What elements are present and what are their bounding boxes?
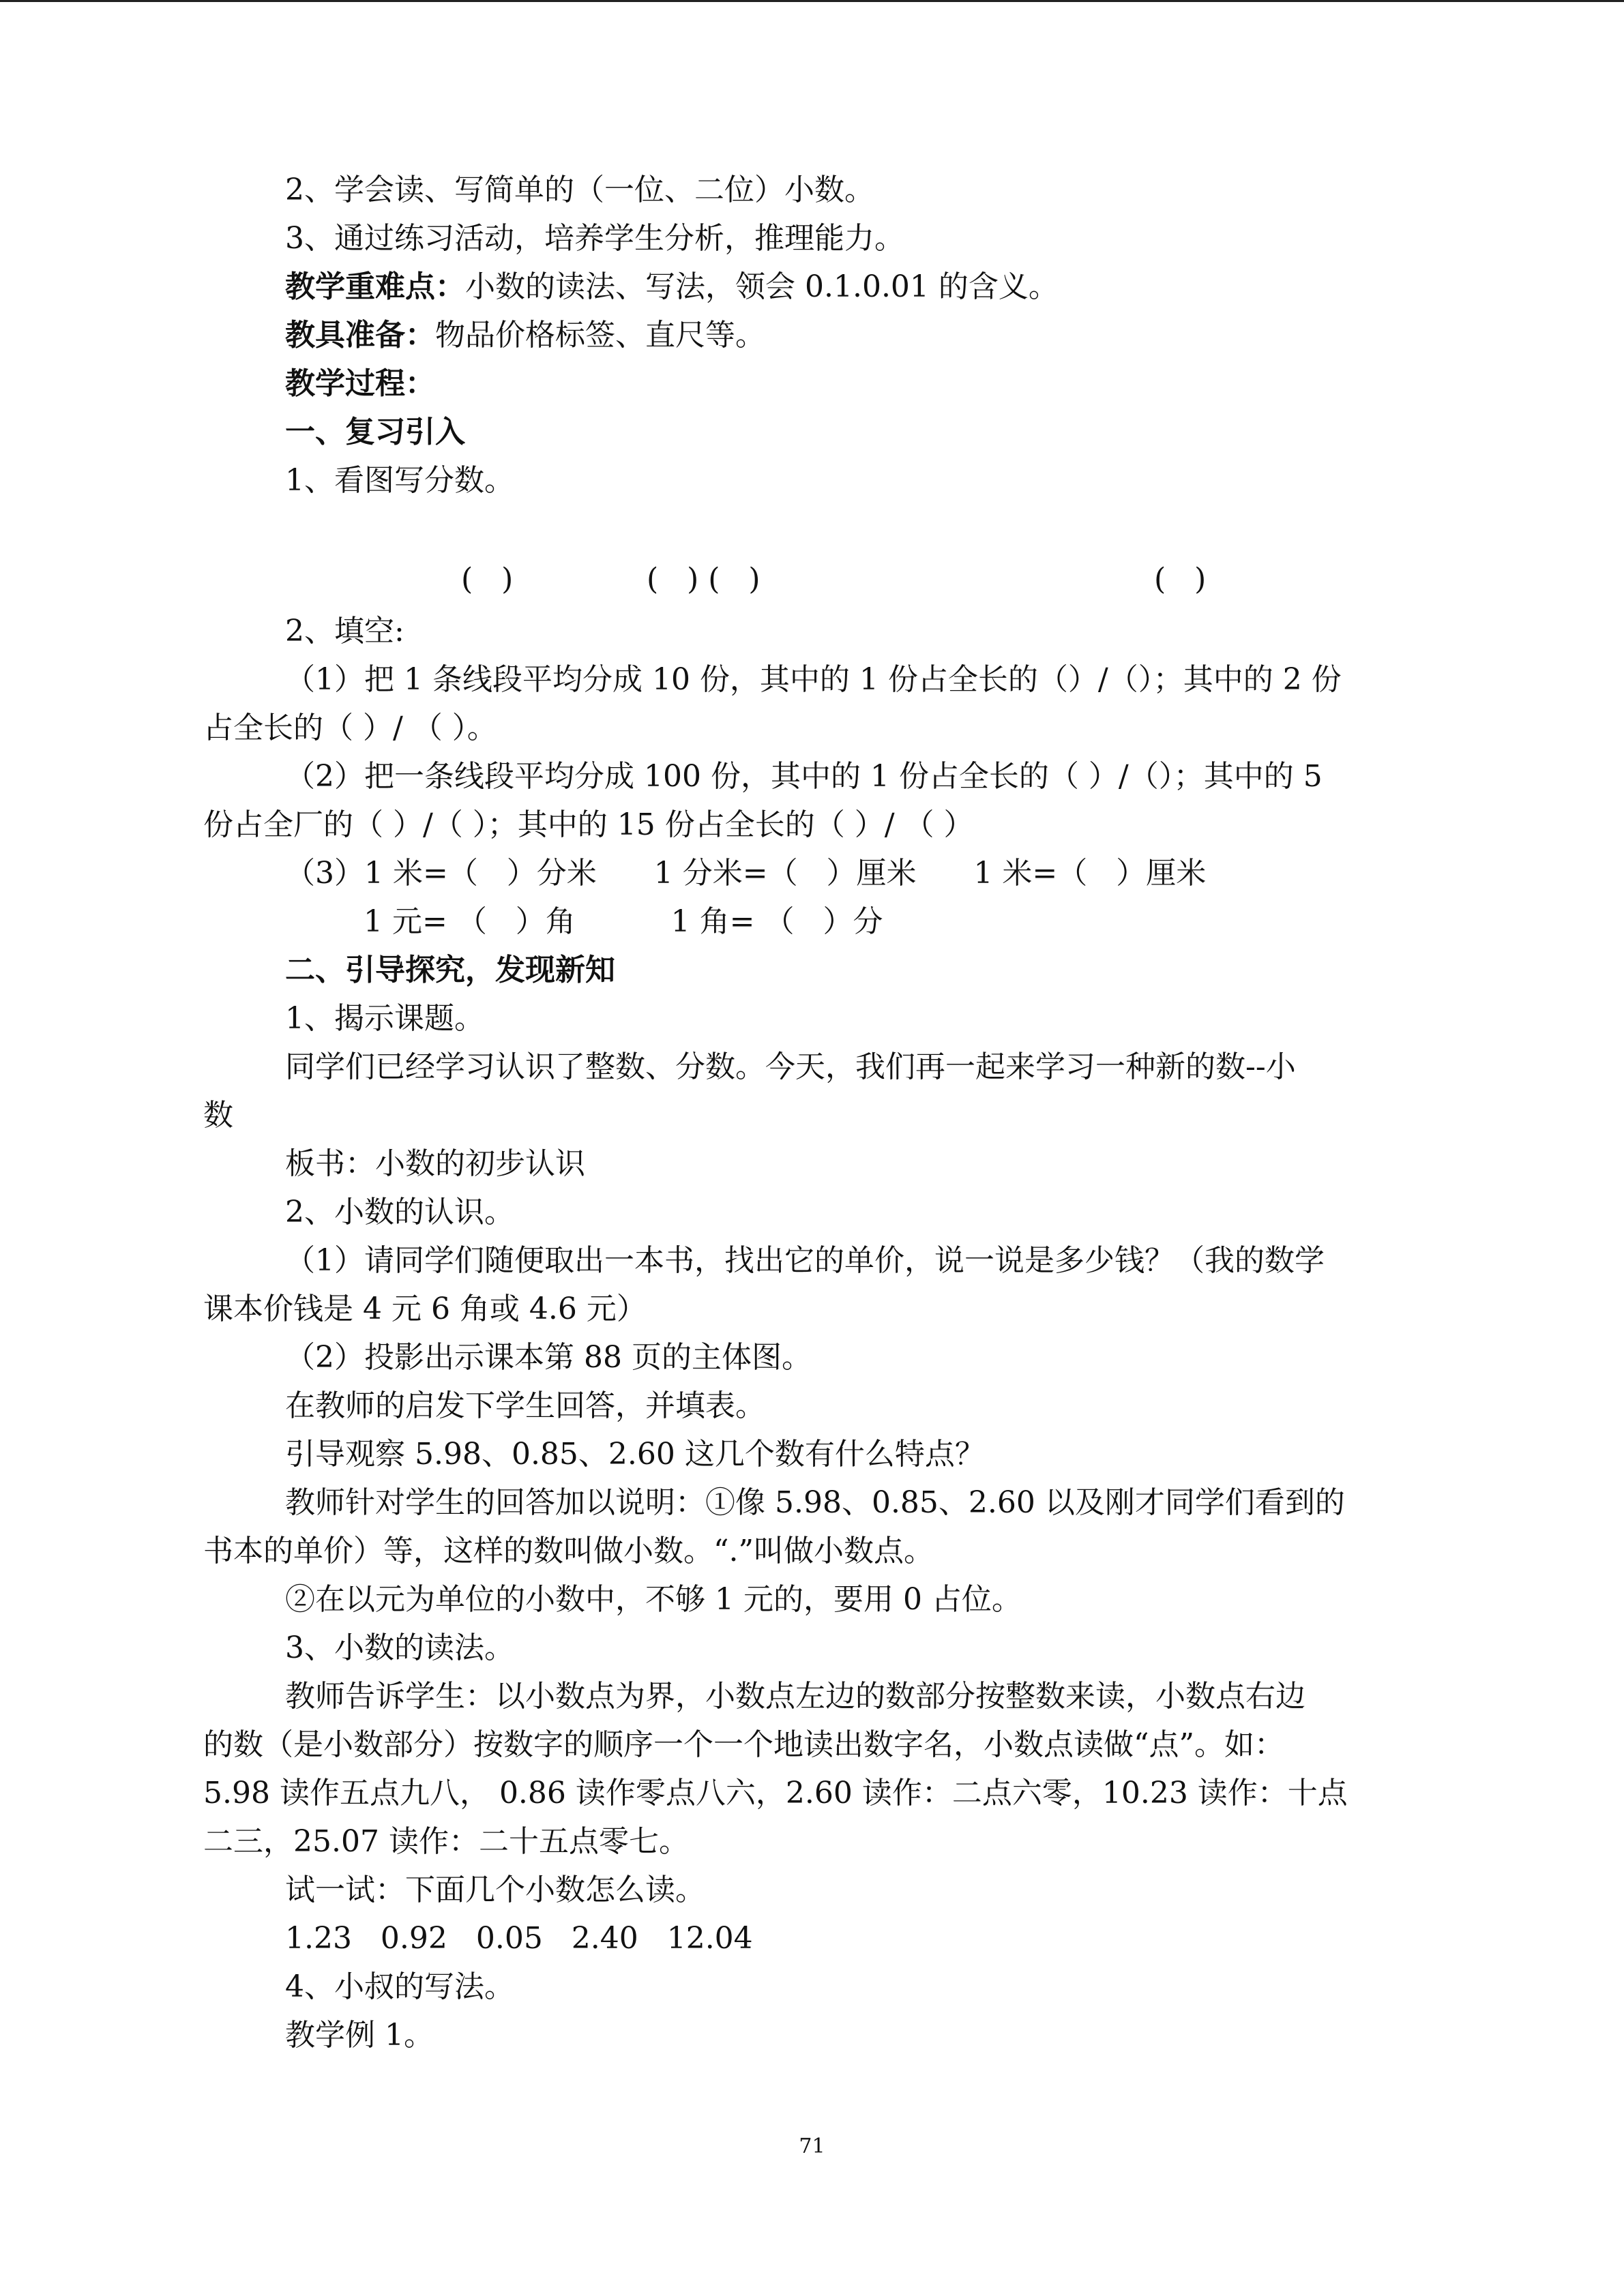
try-it: 试一试：下面几个小数怎么读。 — [285, 1873, 705, 1907]
reading-rule-line-2: 的数（是小数部分）按数字的顺序一个一个地读出数字名，小数点读做“点”。如： — [203, 1727, 1284, 1762]
fill-blank-1-line-2: 占全长的（ ）/ （ ）。 — [203, 711, 497, 745]
topic-reveal: 1、揭示课题。 — [285, 1001, 484, 1036]
fill-blank-heading: 2、填空: — [285, 614, 404, 648]
board-writing: 板书：小数的初步认识 — [285, 1146, 585, 1181]
key-points: 教学重难点：小数的读法、写法，领会 0.1.0.01 的含义。 — [285, 269, 1059, 304]
teaching-aids: 教具准备：物品价格标签、直尺等。 — [285, 318, 765, 353]
reading-rule-line-4: 二三，25.07 读作：二十五点零七。 — [203, 1824, 689, 1859]
fill-blank-2-line-2: 份占全厂的（ ）/（ ）；其中的 15 份占全长的（ ）/ （ ） — [203, 807, 974, 842]
process-heading: 教学过程： — [285, 366, 435, 401]
review-item-1: 1、看图写分数。 — [285, 463, 514, 498]
recognition-2: （2）投影出示课本第 88 页的主体图。 — [285, 1340, 812, 1375]
recognition-1-line-1: （1）请同学们随便取出一本书，找出它的单价，说一说是多少钱？（我的数学 — [285, 1243, 1325, 1278]
section-1-heading: 一、复习引入 — [285, 415, 465, 449]
explanation-point-2: ②在以元为单位的小数中，不够 1 元的，要用 0 占位。 — [285, 1582, 1022, 1617]
practice-numbers: 1.23 0.92 0.05 2.40 12.04 — [285, 1921, 753, 1956]
reading-rule-line-3: 5.98 读作五点九八， 0.86 读作零点八六，2.60 读作：二点六零，10.23 读作：十点 — [203, 1776, 1348, 1810]
objective-3: 3、通过练习活动，培养学生分析，推理能力。 — [285, 221, 904, 256]
explanation-line-2: 书本的单价）等，这样的数叫做小数。“.”叫做小数点。 — [203, 1534, 934, 1568]
intro-paragraph-line-2: 数 — [203, 1098, 233, 1133]
recognition-1-line-2: 课本价钱是 4 元 6 角或 4.6 元） — [203, 1292, 647, 1326]
example-1: 教学例 1。 — [285, 2018, 434, 2053]
intro-paragraph-line-1: 同学们已经学习认识了整数、分数。今天，我们再一起来学习一种新的数--小 — [285, 1049, 1296, 1084]
fraction-blank-3: ( ) — [1154, 562, 1207, 597]
reading-heading: 3、小数的读法。 — [285, 1630, 514, 1665]
fill-blank-2-line-1: （2）把一条线段平均分成 100 份，其中的 1 份占全长的（ ）/（）；其中的 5 — [285, 759, 1323, 794]
fraction-blank-2: ( ) ( ) — [647, 562, 761, 597]
observe-numbers: 引导观察 5.98、0.85、2.60 这几个数有什么特点？ — [285, 1437, 985, 1472]
page-top-border — [0, 0, 1624, 2]
fill-blank-1-line-1: （1）把 1 条线段平均分成 10 份，其中的 1 份占全长的（）/（）；其中的 2 份 — [285, 662, 1342, 697]
explanation-line-1: 教师针对学生的回答加以说明：①像 5.98、0.85、2.60 以及刚才同学们看到的 — [285, 1485, 1345, 1520]
page-number: 71 — [799, 2134, 825, 2158]
decimal-recognition-heading: 2、小数的认识。 — [285, 1195, 514, 1229]
student-answer: 在教师的启发下学生回答，并填表。 — [285, 1388, 765, 1423]
fraction-blank-1: ( ) — [461, 562, 514, 597]
reading-rule-line-1: 教师告诉学生：以小数点为界，小数点左边的数部分按整数来读，小数点右边 — [285, 1679, 1305, 1714]
fill-blank-3-line-2: 1 元= （ ）角 1 角= （ ）分 — [364, 904, 883, 939]
section-2-heading: 二、引导探究，发现新知 — [285, 953, 615, 987]
writing-heading: 4、小叔的写法。 — [285, 1969, 514, 2004]
objective-2: 2、学会读、写简单的（一位、二位）小数。 — [285, 173, 874, 207]
fill-blank-3-line-1: （3）1 米=（ ）分米 1 分米=（ ）厘米 1 米=（ ）厘米 — [285, 856, 1207, 891]
